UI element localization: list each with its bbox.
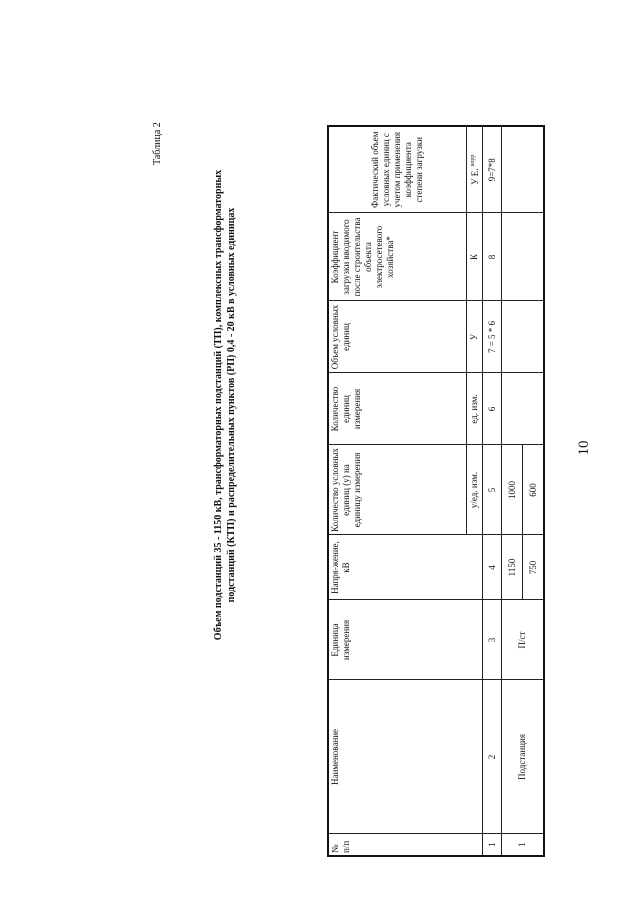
row-units-count [502, 373, 545, 445]
table-title [212, 105, 238, 705]
subheader-load-coef: К [467, 213, 483, 301]
numbering-cell: 8 [483, 213, 502, 301]
col-header-units-count: Количество единиц измерения [328, 373, 467, 445]
data-table [327, 125, 545, 857]
col-header-ue-per-unit: Количество условных единиц (у) на единицу измерения [328, 445, 467, 535]
row-voltage: 1150 [502, 535, 523, 600]
col-header-num: № п/п [328, 834, 467, 856]
numbering-cell: 7 = 5 * 6 [483, 301, 502, 373]
col-header-name: Наименование [328, 680, 467, 834]
data-table-wrapper [327, 127, 545, 857]
table-label: Таблица 2 [152, 122, 163, 165]
table-row [502, 126, 523, 856]
page-number: 10 [576, 440, 592, 456]
row-ue-volume [502, 301, 545, 373]
row-ue-per-unit: 600 [523, 445, 545, 535]
col-header-unit: Единица измерения [328, 600, 467, 680]
row-load-coef [502, 213, 545, 301]
col-header-load-coef: Коэффициент загрузки вводимого после строительства объекта электросетевого хозяйства* [328, 213, 467, 301]
subheader-row [467, 126, 483, 856]
numbering-row [483, 126, 502, 856]
row-actual-volume [502, 126, 545, 213]
numbering-cell: 2 [483, 680, 502, 834]
row-ue-per-unit: 1000 [502, 445, 523, 535]
subheader-actual-volume: У Е. $^{корр}$ [467, 126, 483, 213]
col-header-voltage: Напря-жение, кВ [328, 535, 467, 600]
title-line-2: подстанций (КТП) и распределительных пунктов (РП) 0,4 - 20 кВ в условных единицах [226, 207, 237, 603]
numbering-cell: 6 [483, 373, 502, 445]
subheader-ue-per-unit: у/ед. изм. [467, 445, 483, 535]
numbering-cell: 3 [483, 600, 502, 680]
title-line-1: Объем подстанций 35 - 1150 кВ, трансформаторных подстанций (ТП), комплексных трансформаторных [213, 169, 224, 641]
header-row [328, 126, 467, 856]
numbering-cell: 4 [483, 535, 502, 600]
row-unit: П/ст [502, 600, 545, 680]
row-num: 1 [502, 834, 545, 856]
row-voltage: 750 [523, 535, 545, 600]
col-header-actual-volume: Фактический объем условных единиц с учетом применения коэффициента степени загрузки [328, 126, 467, 213]
row-name: Подстанция [502, 680, 545, 834]
numbering-cell: 5 [483, 445, 502, 535]
numbering-cell: 1 [483, 834, 502, 856]
col-header-ue-volume: Объем условных единиц [328, 301, 467, 373]
numbering-cell: 9=7*8 [483, 126, 502, 213]
subheader-units-count: ед. изм. [467, 373, 483, 445]
subheader-ue-volume: У [467, 301, 483, 373]
